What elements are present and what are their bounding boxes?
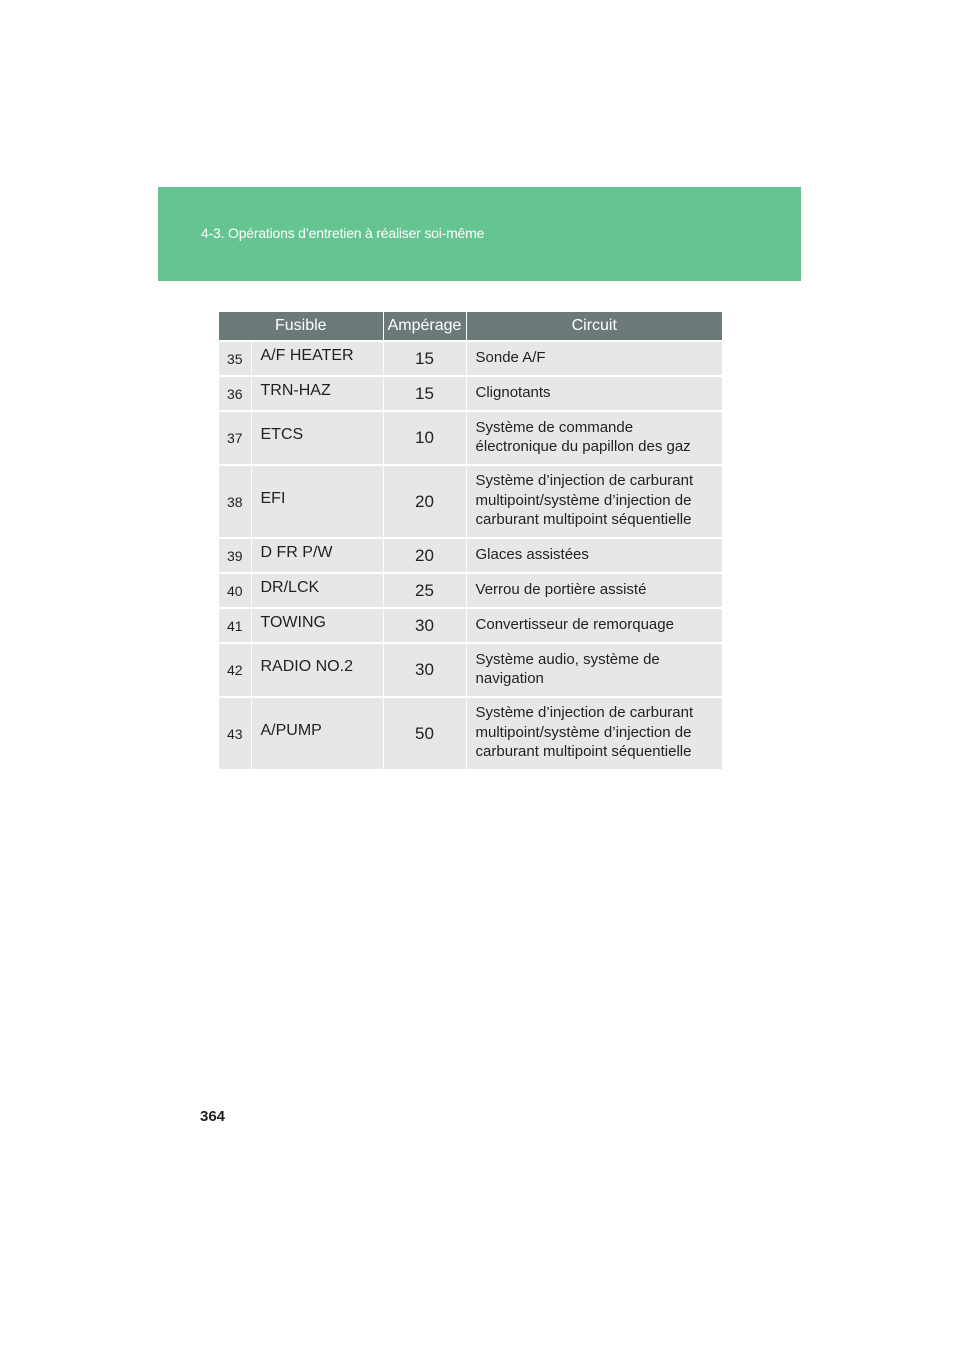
fuse-number: 40 [219,573,251,608]
fuse-circuit: Convertisseur de remorquage [466,608,722,643]
fuse-amperage: 20 [383,465,466,538]
fuse-name: RADIO NO.2 [251,643,383,697]
fuse-name: A/F HEATER [251,341,383,376]
fuse-circuit: Glaces assistées [466,538,722,573]
section-title: 4-3. Opérations d’entretien à réaliser soi-même [201,225,485,241]
fuse-number: 39 [219,538,251,573]
fuse-name: ETCS [251,411,383,465]
fuse-amperage: 10 [383,411,466,465]
table-row [219,538,722,573]
fuse-circuit: Système audio, système de navigation [466,643,722,697]
fuse-circuit: Sonde A/F [466,341,722,376]
fuse-table [219,312,722,769]
fuse-amperage: 50 [383,697,466,769]
fuse-circuit: Verrou de portière assisté [466,573,722,608]
table-row [219,376,722,411]
fuse-name: DR/LCK [251,573,383,608]
fuse-circuit: Système d’injection de carburant multipoint/système d’injection de carburant multipoint séquentielle [466,465,722,538]
fuse-number: 41 [219,608,251,643]
column-header-amperage: Ampérage [383,312,466,341]
table-row [219,643,722,697]
fuse-number: 37 [219,411,251,465]
table-row [219,573,722,608]
fuse-circuit: Clignotants [466,376,722,411]
fuse-amperage: 15 [383,341,466,376]
fuse-amperage: 20 [383,538,466,573]
fuse-amperage: 30 [383,643,466,697]
fuse-name: EFI [251,465,383,538]
fuse-name: TRN-HAZ [251,376,383,411]
table-row [219,465,722,538]
fuse-number: 38 [219,465,251,538]
page-number: 364 [200,1108,226,1125]
table-row [219,608,722,643]
fuse-name: A/PUMP [251,697,383,769]
fuse-circuit: Système de commande électronique du papillon des gaz [466,411,722,465]
table-header-row [219,312,722,341]
section-header-band [158,187,801,281]
fuse-amperage: 25 [383,573,466,608]
fuse-number: 42 [219,643,251,697]
fuse-name: TOWING [251,608,383,643]
table-row [219,341,722,376]
fuse-number: 36 [219,376,251,411]
table-row [219,697,722,769]
fuse-name: D FR P/W [251,538,383,573]
fuse-number: 43 [219,697,251,769]
fuse-amperage: 15 [383,376,466,411]
table-row [219,411,722,465]
column-header-circuit: Circuit [466,312,722,341]
column-header-fuse: Fusible [219,312,383,341]
fuse-circuit: Système d’injection de carburant multipoint/système d’injection de carburant multipoint séquentielle [466,697,722,769]
fuse-amperage: 30 [383,608,466,643]
fuse-number: 35 [219,341,251,376]
